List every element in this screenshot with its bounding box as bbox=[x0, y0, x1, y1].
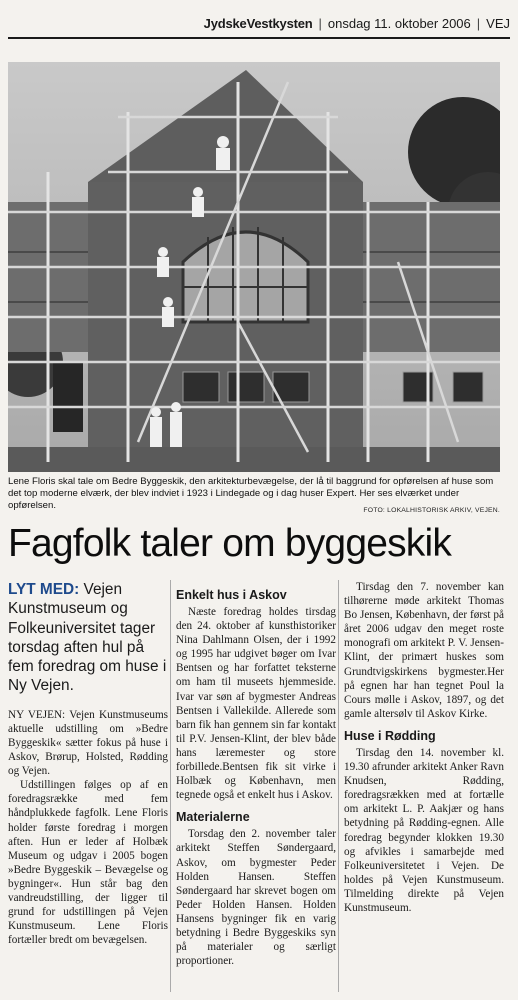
lead-text: Vejen Kunstmuseum og Folkeuniversitet tager torsdag aften hul på fem foredrag om huse i Ny Vejen. bbox=[8, 581, 167, 695]
article-paragraph: Næste foredrag holdes tirsdag den 24. oktober af kunsthistoriker Nina Dahlmann Olsen, der i 1992 og 1995 har udgivet bøger om Ivar Bentsen og har forfattet teksterne om ham til museets hjemmeside. Ivar var søn af bygmester Andreas Bentsen i Vallekilde. Allerede som barn fik han gennem sin far kontakt til P.V. Jensen-Klint, der blev både hans læremester og store forbillede.Bentsen fik sit virke i Holbæk og København, men tegnede også et enkelt hus i Askov. bbox=[176, 606, 336, 802]
newspaper-name: JydskeVestkysten bbox=[203, 15, 313, 31]
masthead-rule bbox=[8, 37, 510, 39]
article-paragraph: Tirsdag den 14. november kl. 19.30 afrunder arkitekt Anker Ravn Knudsen, Rødding, foredragsrækken med at fortælle om arkitekt L. P. Aakjær og hans betydning på Rødding-egnen. Alle foredrag begynder klokken 19.30 og afvikles i samarbejde med Folkeuniversitetet i Vejen. De holdes på Vejen Kunstmuseum. Tilmelding direkte på Vejen Kunstmuseum. bbox=[344, 746, 504, 914]
column-divider bbox=[338, 580, 339, 992]
article-column-1 bbox=[8, 580, 168, 947]
subheading-enkelt-hus: Enkelt hus i Askov bbox=[176, 588, 287, 602]
article-column-2 bbox=[176, 580, 336, 968]
subheading-materialerne: Materialerne bbox=[176, 810, 250, 825]
lead-kicker: LYT MED: bbox=[8, 581, 80, 598]
masthead-separator: | bbox=[476, 15, 481, 31]
issue-date: onsdag 11. oktober 2006 bbox=[327, 15, 471, 31]
article-paragraph: Torsdag den 2. november taler arkitekt Steffen Søndergaard, Askov, om bygmester Peder Holden Hansen. Steffen Søndergaard har skrevet bogen om Peder Holden Hansen. Holden Hansens bygninger fik en varig betydning i Bedre Byggeskiks syn på materialer og særligt proportioner. bbox=[176, 828, 336, 968]
photo-illustration bbox=[8, 62, 500, 472]
photo-caption: Lene Floris skal tale om Bedre Byggeskik, den arkitekturbevægelse, der lå til baggrund for opførelsen af huse som det top moderne elværk, der blev indviet i 1923 i Lindegade og i dag huser Expert. Her ses elværket under opførelsen. bbox=[8, 476, 494, 511]
scaffolded-building-photo bbox=[8, 62, 500, 472]
article-lead bbox=[8, 580, 168, 696]
masthead bbox=[8, 10, 510, 36]
photo-credit: FOTO: LOKALHISTORISK ARKIV, VEJEN. bbox=[363, 507, 500, 514]
article-headline: Fagfolk taler om byggeskik bbox=[8, 522, 452, 565]
section-name: VEJ bbox=[486, 15, 510, 31]
article-column-3 bbox=[344, 580, 504, 915]
subheading-huse-i-rodding: Huse i Rødding bbox=[344, 728, 436, 743]
article-paragraph: Udstillingen følges op af en foredragsrække med fem håndplukkede fagfolk. Lene Floris holder første foredrag i morgen aften. Hun er leder af Holbæk Museum og udgav i 2005 bogen »Bedre Byggeskik – Bevægelse og bygninger«. Hun står bag den vandreudstilling, der ligger til grund for udstillingen på Vejen Kunstmuseum. Lene Floris fortæller bredt om bevægelsen. bbox=[8, 779, 168, 947]
article-paragraph: NY VEJEN: Vejen Kunstmuseums aktuelle udstilling om »Bedre Byggeskik« sætter fokus på huse i Askov, Brørup, Holsted, Rødding og Vejen. bbox=[8, 708, 168, 778]
masthead-separator: | bbox=[318, 15, 322, 31]
column-divider bbox=[170, 580, 171, 992]
article-paragraph: Tirsdag den 7. november kan tilhørerne møde arkitekt Thomas Bo Jensen, København, der først på året 2006 udgav den meget roste monografi om arkitekt P. V. Jensen-Klint, der primært huskes som Grundtvigskirkens bygmester.Her på egnen har han tegnet Poul la Cours mølle i Askov, 1897, og det gamle altersølv til Askov Kirke. bbox=[344, 581, 504, 720]
